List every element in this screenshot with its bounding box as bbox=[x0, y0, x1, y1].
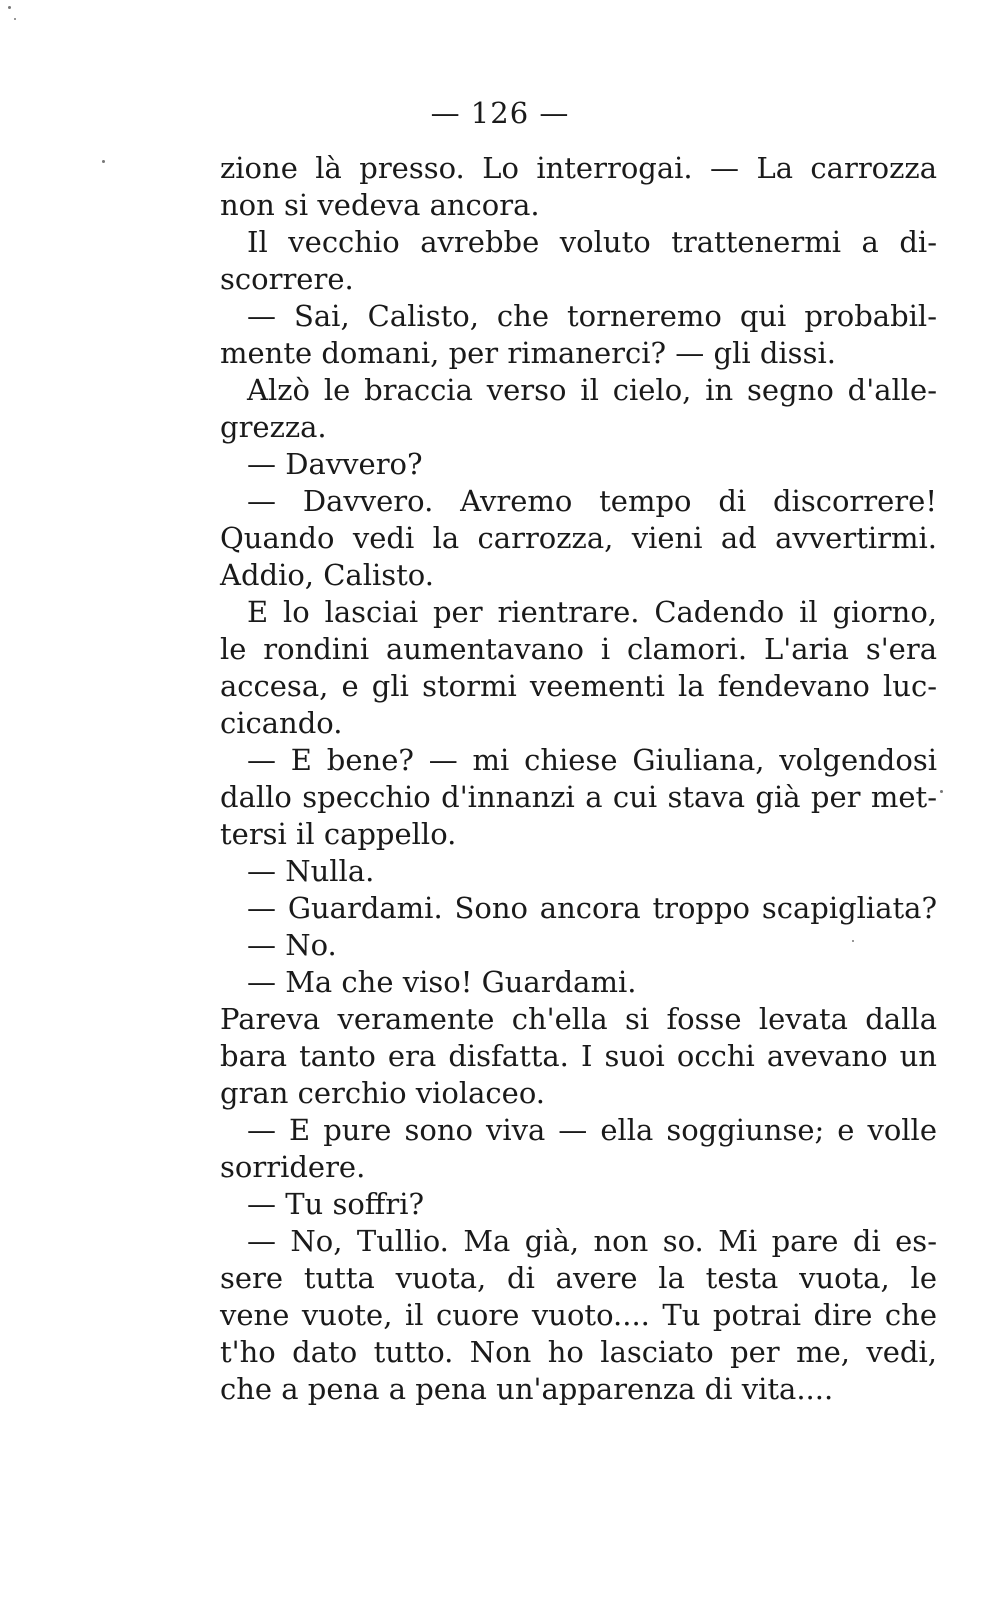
text-line: bara tanto era disfatta. I suoi occhi avevano un bbox=[220, 1039, 937, 1073]
text-line: E lo lasciai per rientrare. Cadendo il giorno, bbox=[247, 595, 937, 629]
text-line: — Nulla. bbox=[247, 854, 375, 888]
text-line: Quando vedi la carrozza, vieni ad avvertirmi. bbox=[220, 521, 937, 555]
text-line: Pareva veramente ch'ella si fosse levata dalla bbox=[220, 1002, 937, 1036]
text-line: tersi il cappello. bbox=[220, 817, 457, 851]
text-line: accesa, e gli stormi veementi la fendevano luc- bbox=[220, 669, 937, 703]
page-number: — 126 — bbox=[430, 96, 570, 130]
text-line: — Davvero. Avremo tempo di discorrere! bbox=[247, 484, 937, 518]
text-line: dallo specchio d'innanzi a cui stava già per met- bbox=[220, 780, 937, 814]
text-line: — E bene? — mi chiese Giuliana, volgendosi bbox=[247, 743, 937, 777]
text-line: — Ma che viso! Guardami. bbox=[247, 965, 637, 999]
text-line: le rondini aumentavano i clamori. L'aria s'era bbox=[220, 632, 937, 666]
text-line: Addio, Calisto. bbox=[220, 558, 434, 592]
text-line: — No, Tullio. Ma già, non so. Mi pare di es- bbox=[247, 1224, 937, 1258]
text-line: Il vecchio avrebbe voluto trattenermi a di- bbox=[247, 225, 937, 259]
scan-speck bbox=[940, 790, 943, 793]
text-line: gran cerchio violaceo. bbox=[220, 1076, 546, 1110]
text-line: — Sai, Calisto, che torneremo qui probabil- bbox=[247, 299, 937, 333]
scan-speck bbox=[102, 160, 105, 163]
text-line: grezza. bbox=[220, 410, 327, 444]
text-line: sorridere. bbox=[220, 1150, 366, 1184]
text-line: t'ho dato tutto. Non ho lasciato per me, vedi, bbox=[220, 1335, 937, 1369]
text-line: Alzò le braccia verso il cielo, in segno d'alle- bbox=[247, 373, 937, 407]
text-line: — Davvero? bbox=[247, 447, 423, 481]
text-line: mente domani, per rimanerci? — gli dissi. bbox=[220, 336, 836, 370]
scan-speck bbox=[852, 940, 854, 942]
text-line: sere tutta vuota, di avere la testa vuota, le bbox=[220, 1261, 937, 1295]
text-line: zione là presso. Lo interrogai. — La carrozza bbox=[220, 151, 937, 185]
text-line: non si vedeva ancora. bbox=[220, 188, 540, 222]
text-line: cicando. bbox=[220, 706, 343, 740]
text-line: vene vuote, il cuore vuoto.... Tu potrai dire che bbox=[220, 1298, 937, 1332]
text-line: scorrere. bbox=[220, 262, 354, 296]
body-text bbox=[220, 150, 937, 1408]
text-line: — E pure sono viva — ella soggiunse; e volle bbox=[247, 1113, 937, 1147]
text-line: — Guardami. Sono ancora troppo scapigliata? bbox=[247, 891, 937, 925]
scan-speck bbox=[14, 18, 16, 20]
text-line: che a pena a pena un'apparenza di vita.... bbox=[220, 1372, 834, 1406]
text-line: — No. bbox=[247, 928, 337, 962]
scan-speck bbox=[8, 6, 11, 9]
text-line: — Tu soffri? bbox=[247, 1187, 425, 1221]
